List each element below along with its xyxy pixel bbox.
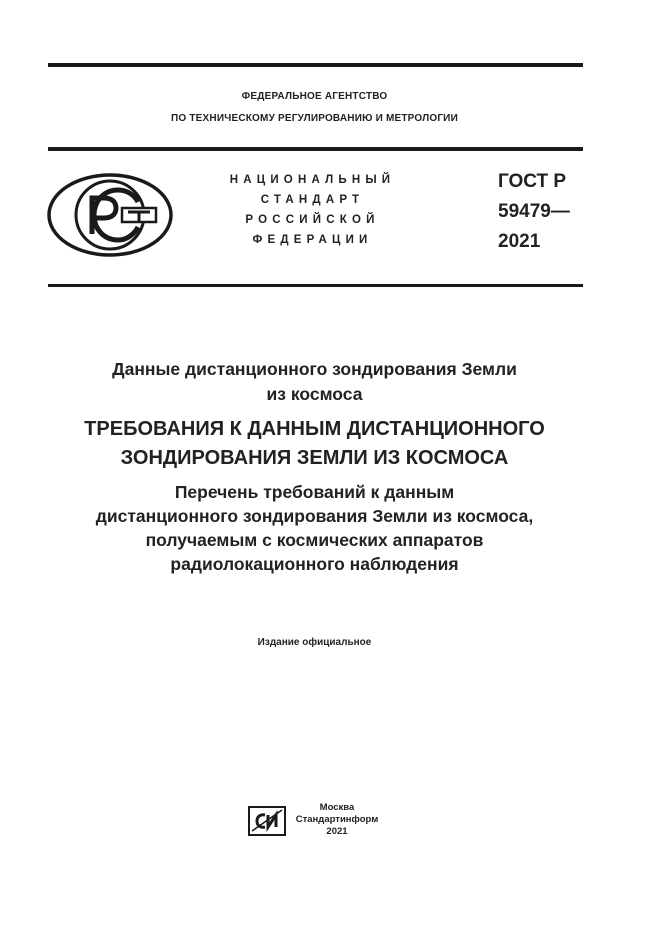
main-title-line-1: ТРЕБОВАНИЯ К ДАННЫМ ДИСТАНЦИОННОГО — [84, 418, 545, 440]
publisher-name: Стандартинформ — [295, 814, 379, 825]
publisher-info — [292, 802, 382, 838]
edition-note: Издание официальное — [257, 637, 372, 648]
standard-type-line-1: НАЦИОНАЛЬНЫЙ — [229, 174, 396, 186]
agency-line-2: ПО ТЕХНИЧЕСКОМУ РЕГУЛИРОВАНИЮ И МЕТРОЛОГИИ — [171, 113, 458, 124]
header-bottom-rule — [48, 284, 583, 287]
part-title-line-2: дистанционного зондирования Земли из космоса, — [95, 506, 534, 526]
part-title-line-1: Перечень требований к данным — [174, 482, 455, 502]
part-title-line-3: получаемым с космических аппаратов — [145, 530, 484, 550]
top-rule — [48, 63, 583, 67]
gost-designation-line-1: ГОСТ Р — [498, 171, 567, 192]
gost-designation-line-3: 2021 — [498, 231, 541, 252]
rst-conformity-mark-icon — [46, 172, 174, 258]
standard-type-line-4: ФЕДЕРАЦИИ — [252, 234, 373, 246]
standartinform-logo-icon — [248, 806, 286, 836]
publisher-year: 2021 — [326, 826, 348, 837]
standard-type — [205, 170, 420, 250]
gost-designation — [498, 167, 570, 257]
main-title-line-2: ЗОНДИРОВАНИЯ ЗЕМЛИ ИЗ КОСМОСА — [120, 447, 509, 469]
part-title-line-4: радиолокационного наблюдения — [170, 554, 459, 574]
standard-type-line-3: РОССИЙСКОЙ — [245, 214, 380, 226]
publisher-city: Москва — [319, 802, 355, 813]
subtitle-line-1: Данные дистанционного зондирования Земли — [112, 359, 517, 379]
agency-divider — [48, 147, 583, 151]
document-part-title — [0, 480, 629, 576]
document-main-title — [0, 415, 629, 473]
subtitle-line-2: из космоса — [266, 384, 363, 404]
document-subtitle — [0, 357, 629, 407]
standard-type-line-2: СТАНДАРТ — [260, 194, 365, 206]
agency-line-1: ФЕДЕРАЛЬНОЕ АГЕНТСТВО — [241, 91, 388, 102]
gost-designation-line-2: 59479— — [498, 201, 570, 222]
